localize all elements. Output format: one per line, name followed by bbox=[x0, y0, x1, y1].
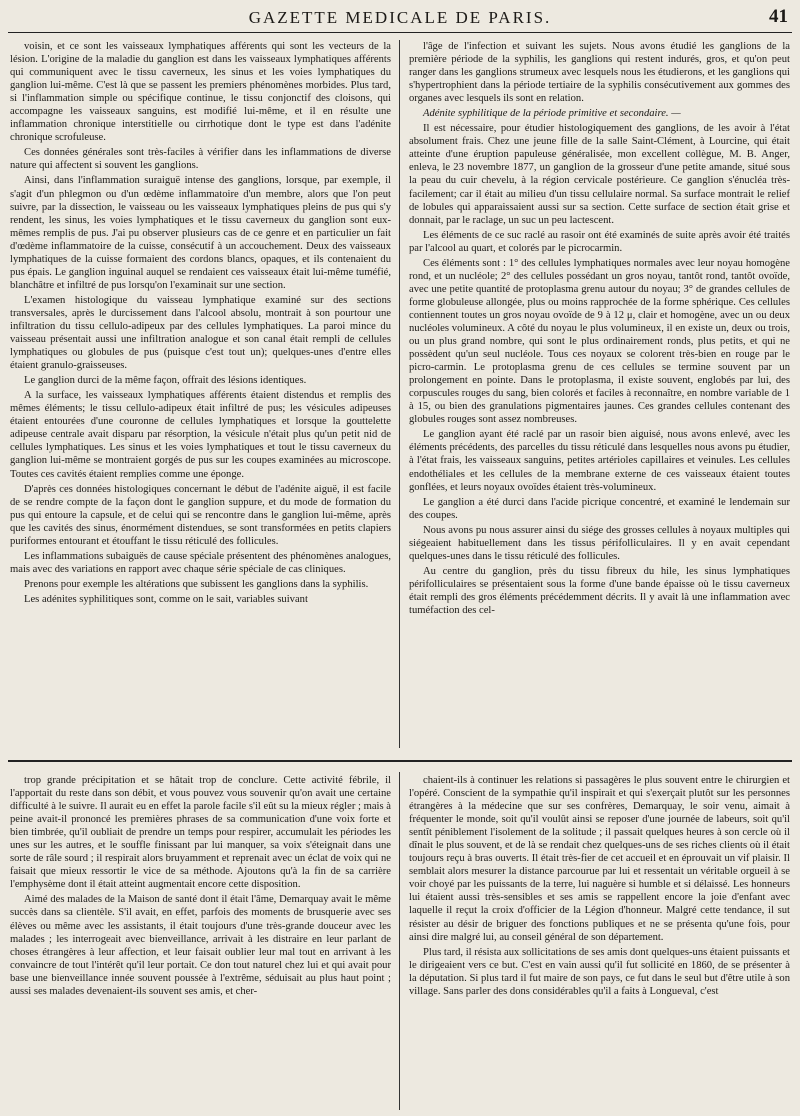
paragraph: Les éléments de ce suc raclé au rasoir ont été examinés de suite après avoir été traités par l'alcool au quart, et colorés par le picrocarmin. bbox=[409, 229, 790, 254]
paragraph: Prenons pour exemple les altérations que subissent les ganglions dans la syphilis. bbox=[24, 578, 369, 590]
paragraph: Les adénites syphilitiques sont, comme on le sait, variables suivant bbox=[24, 593, 308, 605]
paragraph: Ces éléments sont : 1° des cellules lymphatiques normales avec leur noyau homogène rond, et un nucléole; 2° des cellules possédant un gros noyau, tantôt rond, tantôt ovoïde, avec une petite quantité de protoplasma grenu autour du noyau; 3° de grandes cellules de forme globuleuse allongée, plus ou moins rapprochée de la forme sphérique. Ces cellules contiennent toutes un gros noyau ovoïde de 9 à 12 μ, clair et homogène, avec un ou deux nucléoles volumineux. A côté du noyau le plus volumineux, il en existe un, deux ou trois, ou un plus grand nombre, qui sont le plus ordinairement ronds, plus petits, et qui ne possèdent qu'un seul nucléole. Tous ces noyaux se colorent très-bien en rouge par le picro-carmin. Le protoplasma grenu de ces cellules se termine souvent par un prolongement en pointe. Dans le protoplasma, il existe souvent, englobés par lui, des corpuscules rouges du sang, bien colorés et faciles à reconnaître, en nombre variable de 1 à 15, ou bien des granulations pigmentaires jaunes. Ces grandes cellules contenant des globules rouges sont assez nombreuses. bbox=[409, 257, 790, 426]
lower-left-column bbox=[10, 774, 391, 1112]
section-separator bbox=[8, 760, 792, 762]
lower-right-column bbox=[409, 774, 790, 1112]
paragraph: Ces données générales sont très-faciles à vérifier dans les inflammations de diverse nature qui affectent si souvent les ganglions. bbox=[10, 147, 391, 172]
paragraph: Les inflammations subaiguës de cause spéciale présentent des phénomènes analogues, mais avec des variations en rapport avec chaque série spéciale de cas cliniques. bbox=[10, 550, 391, 575]
column-divider bbox=[399, 40, 400, 748]
paragraph: Plus tard, il résista aux sollicitations de ses amis dont quelques-uns étaient puissants et le dirigeaient vers ce but. C'est en vain aussi qu'il fut sollicité en 1860, de se présenter à la députation. Si plus tard il fut maire de son pays, ce fut dans le seul but d'être utile à son village. Sans parler des dons considérables qu'il a faits à Longueval, c'est bbox=[409, 946, 790, 997]
upper-left-column bbox=[10, 40, 391, 750]
paragraph: Nous avons pu nous assurer ainsi du siége des grosses cellules à noyaux multiples qui siégeaient habituellement dans les tissus périfolliculaires. Il y en avait cependant quelques-unes dans le tissu réticulé des follicules. bbox=[409, 524, 790, 562]
paragraph: Il est nécessaire, pour étudier histologiquement des ganglions, de les avoir à l'état absolument frais. Chez une jeune fille de la salle Saint-Clément, à Lourcine, qui était atteinte d'une éruption papuleuse généralisée, mon excellent collègue, M. B. Anger, enleva, le 23 novembre 1877, un ganglion de la grosseur d'une petite amande, situé sous la peau du cuir chevelu, à la région cervicale postérieure. Ce ganglion s'énucléa très-facilement; car il était au milieu d'un tissu cellulaire normal. Sa surface montrait le relief de lobules qui apparaissaient aussi sur sa section. Cette surface de section était grise et donnait, par le raclage, un suc un peu lactescent. bbox=[409, 123, 790, 226]
paragraph: L'examen histologique du vaisseau lymphatique examiné sur des sections transversales, après le durcissement dans l'alcool absolu, montrait à son pourtour une infiltration du tissu cellulo-adipeux par des cellules lymphatiques. La paroi mince du vaisseau présentait aussi une infiltration analogue et son canal était rempli de cellules lymphatiques ou globules de pus (puisque c'est tout un); quelques-unes d'entre elles étaient granulo-graisseuses. bbox=[10, 294, 391, 372]
journal-title: GAZETTE MEDICALE DE PARIS. bbox=[248, 8, 552, 27]
paragraph: chaient-ils à continuer les relations si passagères le plus souvent entre le chirurgien et l'opéré. Conscient de la sympathie qu'il inspirait et qui s'exerçait plutôt sur les personnes étrangères à la médecine que sur ses confrères, Demarquay, le soir venu, aimait à fréquenter le monde, soit qu'il voulût ainsi se reposer d'une journée de labeurs, soit qu'il sentît péniblement l'isolement de la solitude ; il passait quelques heures à son cercle où il dînait le plus souvent, et de là se rendait chez quelques-uns de ses riches clients où il était toujours reçu à bras ouverts. Il était très-fier de cet accueil et en éprouvait un vif plaisir. Il semblait alors mesurer la distance parcourue par lui et ressentait un véritable orgueil à se voir choyé par les puissants de la terre, lui naguère si humble et si délaissé. Les honneurs lui étaient aussi très-sensibles et ses amis se rappellent encore la joie d'enfant avec laquelle il reçut la croix d'officier de la Légion d'honneur. Malgré cette tendance, il sut résister au désir de briguer des fonctions publiques et ne se présenta qu'une fois, pour ainsi dire malgré lui, au conseil général de son département. bbox=[409, 775, 790, 943]
paragraph: voisin, et ce sont les vaisseaux lymphatiques afférents qui sont les vecteurs de la lésion. L'origine de la maladie du ganglion est dans les vaisseaux lymphatiques afférents qui communiquent avec le tissu caverneux, les sinus et les voies lymphatiques du ganglion lui-même. C'est là que se passent les premiers phénomènes morbides. Plus tard, si l'inflammation simple ou spécifique continue, le tissu conjonctif des cloisons, qui accompagne les vaisseaux sanguins, est modifié lui-même, et il en résulte une inflammation chronique interstitielle ou cirrhotique dont le type est dans l'adénite chronique scrofuleuse. bbox=[10, 41, 391, 144]
paragraph: D'après ces données histologiques concernant le début de l'adénite aiguë, il est facile de se rendre compte de la façon dont le ganglion suppure, et du mode de formation du pus qui entoure la capsule, et de celui qui se rencontre dans le ganglion lui-même, après que les cavités des sinus, énormément distendues, se sont transformées en petits clapiers puriformes entourant et étouffant le tissu réticulé des follicules. bbox=[10, 483, 391, 547]
section-heading: Adénite syphilitique de la période primitive et secondaire. — bbox=[423, 108, 681, 120]
page-header bbox=[8, 2, 792, 33]
paragraph: Le ganglion a été durci dans l'acide picrique concentré, et examiné le lendemain sur des coupes. bbox=[409, 496, 790, 521]
paragraph: l'âge de l'infection et suivant les sujets. Nous avons étudié les ganglions de la première période de la syphilis, les ganglions qui restent indurés, gros, et qu'on peut ranger dans les ganglions strumeux avec lesquels nous les étudierons, et les ganglions qui s'hypertrophient dans la période tertiaire de la syphilis consécutivement aux gommes des organes avec lesquels ils sont en relation. bbox=[409, 41, 790, 105]
column-divider bbox=[399, 772, 400, 1110]
paragraph: Le ganglion ayant été raclé par un rasoir bien aiguisé, nous avons enlevé, avec les éléments précédents, des parcelles du tissu réticulé dans lesquelles nous avons pu étudier, à l'état frais, les vaisseaux sanguins, petites artérioles capillaires et veinules. Les cellules endothéliales et les cellules de la membrane externe de ces vaisseaux étaient toutes gonflées, et leurs noyaux ovoïdes étaient très-volumineux. bbox=[409, 429, 790, 493]
page-number: 41 bbox=[769, 6, 788, 27]
upper-right-column bbox=[409, 40, 790, 750]
paragraph: Le ganglion durci de la même façon, offrait des lésions identiques. bbox=[24, 375, 307, 387]
paragraph: trop grande précipitation et se hâtait trop de conclure. Cette activité fébrile, il l'apportait du reste dans son débit, et vous pouvez vous souvenir qu'on avait une certaine difficulté à le suivre. Il aurait eu en effet la parole facile s'il eût su la mieux régler ; mais à peine avait-il prononcé les premières phrases de sa communication d'une voix forte et bien timbrée, qu'il oubliait de prendre un temps pour respirer, accumulait les périodes les unes sur les autres, et le souffle finissant par lui manquer, sa voix s'éteignait dans une sorte de râle sourd ; il respirait alors bruyamment et reprenait avec un éclat de voix qui ne faisait que mieux ressortir le vice de sa méthode. Ajoutons qu'à la fin de sa carrière l'emphysème dont il était atteint augmentait encore cette disposition. bbox=[10, 775, 391, 891]
paragraph: Au centre du ganglion, près du tissu fibreux du hile, les sinus lymphatiques périfolliculaires se présentaient sous la forme d'une bande épaisse où le tissu caverneux était rempli des gros éléments précédemment décrits. Il y avait là une inflammation avec tuméfaction des cel- bbox=[409, 565, 790, 616]
paragraph: Ainsi, dans l'inflammation suraiguë intense des ganglions, lorsque, par exemple, il s'agit d'un phlegmon ou d'un œdème inflammatoire d'un membre, alors que l'on peut suivre, par la dissection, le vaisseau ou les vaisseaux lymphatiques pleins de pus qui s'y rendent, les sinus, les voies lymphatiques et le tissu caverneux du ganglion sont eux-mêmes remplis de pus. J'ai pu observer plusieurs cas de ce genre et en particulier un fait d'œdème inflammatoire de la cuisse, consécutif à un accouchement. Deux des vaisseaux lymphatiques de la cuisse formaient des cordons blancs, opaques, et ils contenaient du pus épais. Le ganglion inguinal auquel se rendaient ces vaisseaux était lui-même tuméfié, blanchâtre et infiltré de pus lorsqu'on l'examinait sur une section. bbox=[10, 175, 391, 291]
paragraph: A la surface, les vaisseaux lymphatiques afférents étaient distendus et remplis des mêmes éléments; le tissu cellulo-adipeux était infiltré de pus; les vésicules adipeuses étaient entourées d'une couronne de cellules lymphatiques et lorsque la gouttelette adipeuse centrale avait disparu par résorption, la vésicule n'était plus qu'un petit nid de cellules lymphatiques. Les sinus et les voies lymphatiques et tout le tissu caverneux du ganglion lui-même se montraient gorgés de pus sur les coupes examinées au microscope. Toutes ces cavités étaient remplies comme une éponge. bbox=[10, 390, 391, 480]
paragraph: Aimé des malades de la Maison de santé dont il était l'âme, Demarquay avait le même succès dans sa clientèle. S'il avait, en effet, parfois des moments de brusquerie avec ses élèves ou même avec les assistants, il était toujours d'une très-grande douceur avec les malades ; les interrogeait avec bienveillance, arrivait à les distraire en leur parlant de choses étrangères à leur affection, et leur faisait oublier leur mal tout en arrivant à les convaincre de tout l'intérêt qu'il leur portait. Ce don tout naturel chez lui et qui avait pour base une bienveillance innée souvent poussée à l'extrême, séduisait au plus haut point ; aussi ses malades devenaient-ils souvent ses amis, et cher- bbox=[10, 894, 391, 997]
